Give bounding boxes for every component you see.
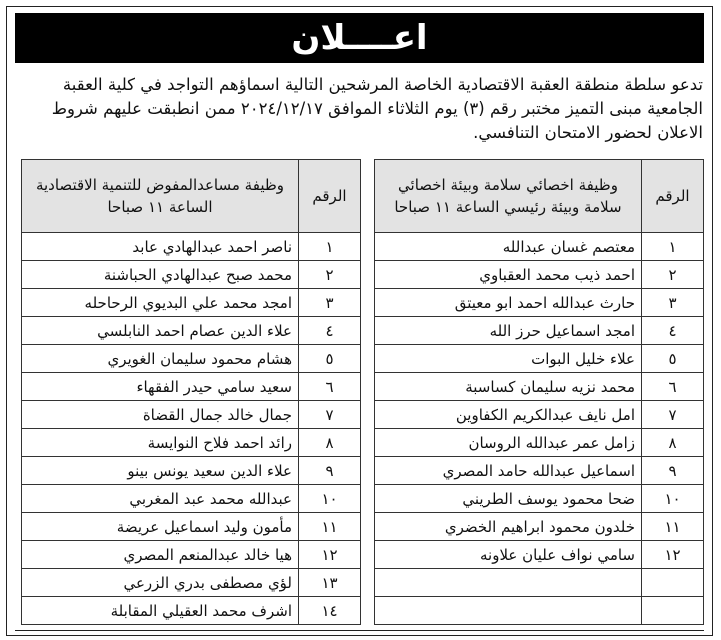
candidate-name: محمد نزيه سليمان كساسبة <box>375 373 642 401</box>
row-number: ١١ <box>642 513 704 541</box>
candidate-name <box>375 597 642 625</box>
table-row <box>375 569 704 597</box>
table-row <box>22 373 361 401</box>
candidate-name <box>375 569 642 597</box>
candidate-name: خلدون محمود ابراهيم الخضري <box>375 513 642 541</box>
table-row <box>375 373 704 401</box>
table-row <box>375 597 704 625</box>
row-number: ١ <box>642 233 704 261</box>
table-row <box>375 345 704 373</box>
table-row <box>22 541 361 569</box>
table-row <box>22 597 361 625</box>
table-row <box>375 541 704 569</box>
row-number: ٩ <box>642 457 704 485</box>
table-row <box>375 317 704 345</box>
row-number: ١٠ <box>299 485 361 513</box>
table-row <box>375 429 704 457</box>
candidate-name: اسماعيل عبدالله حامد المصري <box>375 457 642 485</box>
row-number: ١٢ <box>299 541 361 569</box>
row-number: ٥ <box>642 345 704 373</box>
row-number: ١١ <box>299 513 361 541</box>
row-number: ١٠ <box>642 485 704 513</box>
table-row <box>22 317 361 345</box>
row-number <box>642 569 704 597</box>
row-number: ٨ <box>299 429 361 457</box>
row-number: ٢ <box>299 261 361 289</box>
row-number: ١ <box>299 233 361 261</box>
table-row <box>22 457 361 485</box>
safety-specialist-table <box>374 159 704 625</box>
intro-paragraph: تدعو سلطة منطقة العقبة الاقتصادية الخاصة المرشحين التالية اسماؤهم التواجد في كلية العقبة الجامعية مبنى التميز مختبر رقم (٣) يوم الثلاثاء الموافق ٢٠٢٤/١٢/١٧ ممن انطبقت عليهم شروط الاعلان لحضور الامتحان التنافسي. <box>51 75 703 142</box>
table1-num-header: الرقم <box>642 160 704 233</box>
candidate-name: زامل عمر عبدالله الروسان <box>375 429 642 457</box>
candidate-name: حارث عبدالله احمد ابو معيتق <box>375 289 642 317</box>
table-row <box>22 233 361 261</box>
table-row <box>22 289 361 317</box>
candidate-name: امل نايف عبدالكريم الكفاوين <box>375 401 642 429</box>
table-row <box>375 401 704 429</box>
candidate-name: امجد اسماعيل حرز الله <box>375 317 642 345</box>
candidate-name: لؤي مصطفى بدري الزرعي <box>22 569 299 597</box>
candidate-tables <box>21 159 704 635</box>
table-row <box>22 429 361 457</box>
table1-job-header: وظيفة اخصائي سلامة وبيئة اخصائي سلامة وبيئة رئيسي الساعة ١١ صباحا <box>375 160 642 233</box>
row-number: ٧ <box>299 401 361 429</box>
table-row <box>22 261 361 289</box>
table2-job-header: وظيفة مساعدالمفوض للتنمية الاقتصادية الساعة ١١ صباحا <box>22 160 299 233</box>
row-number: ٦ <box>299 373 361 401</box>
row-number: ٤ <box>299 317 361 345</box>
table-row <box>22 513 361 541</box>
row-number: ٢ <box>642 261 704 289</box>
row-number: ٦ <box>642 373 704 401</box>
row-number: ٥ <box>299 345 361 373</box>
candidate-name: علاء الدين سعيد يونس بينو <box>22 457 299 485</box>
table2-num-header: الرقم <box>299 160 361 233</box>
table-row <box>22 485 361 513</box>
table-row <box>22 569 361 597</box>
row-number <box>642 597 704 625</box>
table-row <box>375 457 704 485</box>
row-number: ١٢ <box>642 541 704 569</box>
candidate-name: مأمون وليد اسماعيل عريضة <box>22 513 299 541</box>
candidate-name: علاء خليل البوات <box>375 345 642 373</box>
candidate-name: هشام محمود سليمان الغويري <box>22 345 299 373</box>
assistant-commissioner-table <box>21 159 361 625</box>
bottom-divider <box>15 630 704 631</box>
row-number: ١٤ <box>299 597 361 625</box>
candidate-name: احمد ذيب محمد العقباوي <box>375 261 642 289</box>
candidate-name: ناصر احمد عبدالهادي عابد <box>22 233 299 261</box>
candidate-name: امجد محمد علي البديوي الرحاحله <box>22 289 299 317</box>
table-row <box>22 401 361 429</box>
table-row <box>22 345 361 373</box>
candidate-name: رائد احمد فلاح النوايسة <box>22 429 299 457</box>
row-number: ٣ <box>642 289 704 317</box>
announcement-title: اعــــلان <box>291 18 428 58</box>
candidate-name: معتصم غسان عبدالله <box>375 233 642 261</box>
row-number: ٨ <box>642 429 704 457</box>
candidate-name: عبدالله محمد عبد المغربي <box>22 485 299 513</box>
table-row <box>375 233 704 261</box>
candidate-name: محمد صبح عبدالهادي الحباشنة <box>22 261 299 289</box>
table-row <box>375 485 704 513</box>
row-number: ٧ <box>642 401 704 429</box>
candidate-name: علاء الدين عصام احمد النابلسي <box>22 317 299 345</box>
table-row <box>375 261 704 289</box>
candidate-name: جمال خالد جمال القضاة <box>22 401 299 429</box>
candidate-name: سعيد سامي حيدر الفقهاء <box>22 373 299 401</box>
row-number: ١٣ <box>299 569 361 597</box>
row-number: ٤ <box>642 317 704 345</box>
candidate-name: هيا خالد عبدالمنعم المصري <box>22 541 299 569</box>
candidate-name: ضحا محمود يوسف الطريني <box>375 485 642 513</box>
row-number: ٣ <box>299 289 361 317</box>
announcement-frame <box>6 6 713 636</box>
candidate-name: اشرف محمد العقيلي المقابلة <box>22 597 299 625</box>
title-banner <box>15 13 704 63</box>
table-row <box>375 513 704 541</box>
row-number: ٩ <box>299 457 361 485</box>
candidate-name: سامي نواف عليان علاونه <box>375 541 642 569</box>
table-row <box>375 289 704 317</box>
